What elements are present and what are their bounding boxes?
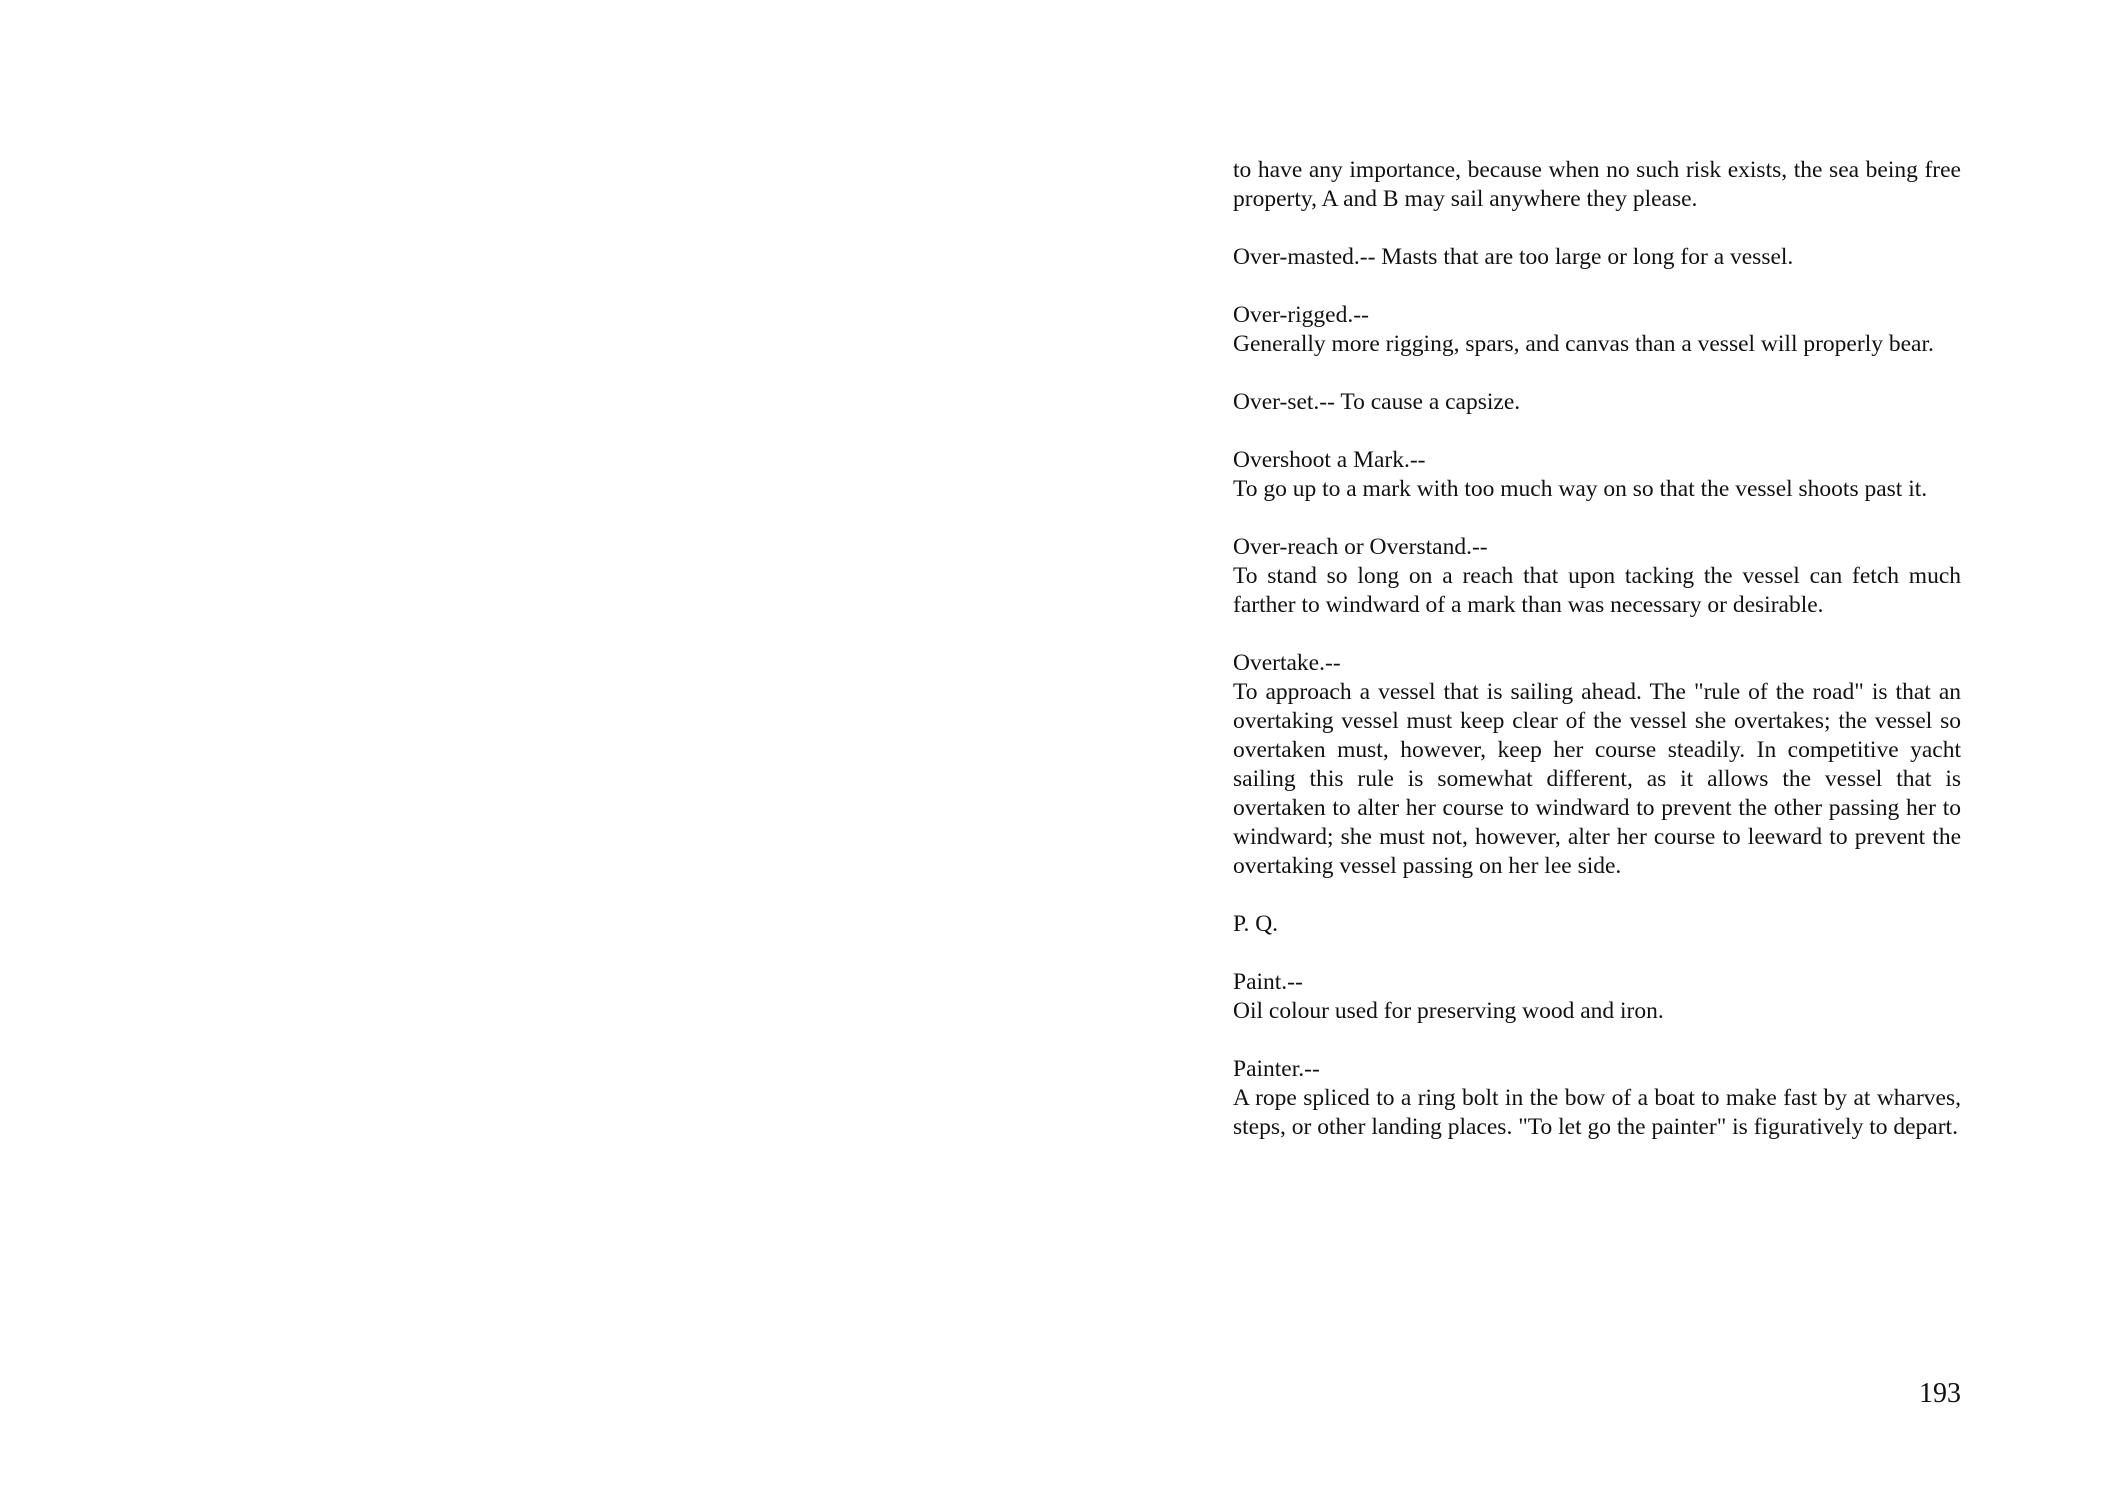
entry-term: Over-set.-- To cause a capsize. <box>1233 389 1521 415</box>
entry-body: To stand so long on a reach that upon tacking the vessel can fetch much farther to windward of a mark than was necessary or desirable. <box>1233 563 1961 618</box>
page-number: 193 <box>1919 1378 1961 1409</box>
entry-body: to have any importance, because when no such risk exists, the sea being free property, A and B may sail anywhere they please. <box>1233 157 1961 212</box>
entry-body: Oil colour used for preserving wood and iron. <box>1233 998 1664 1024</box>
entry-term: Over-masted.-- Masts that are too large or long for a vessel. <box>1233 244 1794 270</box>
entry-body: To approach a vessel that is sailing ahead. The "rule of the road" is that an overtaking vessel must keep clear of the vessel she overtakes; the vessel so overtaken must, however, keep her course steadily. In competitive yacht sailing this rule is somewhat different, as it allows the vessel that is overtaken to alter her course to windward to prevent the other passing her to windward; she must not, however, alter her course to leeward to prevent the overtaking vessel passing on her lee side. <box>1233 679 1961 879</box>
entry-painter <box>1233 1055 1961 1142</box>
entry-over-masted <box>1233 243 1961 272</box>
entry-over-rigged <box>1233 301 1961 359</box>
entry-body: Generally more rigging, spars, and canvas than a vessel will properly bear. <box>1233 331 1934 357</box>
entry-overtake <box>1233 649 1961 881</box>
entry-body: A rope spliced to a ring bolt in the bow of a boat to make fast by at wharves, steps, or other landing places. "To let go the painter" is figuratively to depart. <box>1233 1085 1961 1140</box>
entry-overshoot-a-mark <box>1233 446 1961 504</box>
entry-paint <box>1233 968 1961 1026</box>
entry-term: Overshoot a Mark.-- <box>1233 447 1426 473</box>
entry-term: Paint.-- <box>1233 969 1303 995</box>
entry-term: Overtake.-- <box>1233 650 1341 676</box>
section-heading-p-q <box>1233 910 1961 939</box>
continuation-paragraph <box>1233 156 1961 214</box>
entry-over-set <box>1233 388 1961 417</box>
entry-term: Over-reach or Overstand.-- <box>1233 534 1488 560</box>
entry-body: To go up to a mark with too much way on so that the vessel shoots past it. <box>1233 476 1928 502</box>
entry-term: Over-rigged.-- <box>1233 302 1369 328</box>
entry-over-reach <box>1233 533 1961 620</box>
text-column <box>1233 156 1961 1171</box>
section-heading: P. Q. <box>1233 911 1279 937</box>
entry-term: Painter.-- <box>1233 1056 1320 1082</box>
